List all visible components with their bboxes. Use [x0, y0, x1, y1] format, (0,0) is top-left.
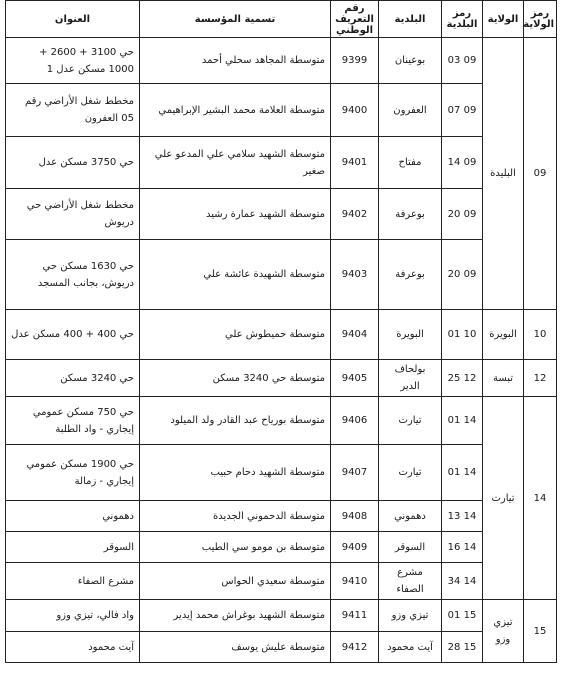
institution-name-cell: متوسطة حي 3240 مسكن — [140, 360, 331, 397]
address-cell: حي 1630 مسكن حي دريوش، بجانب المسجد — [6, 240, 140, 310]
wilaya-code-cell: 12 — [524, 360, 557, 397]
national-id-cell: 9410 — [331, 563, 379, 600]
baladiya-name-cell: بوعرفة — [379, 240, 442, 310]
header-address: العنوان — [6, 1, 140, 38]
baladiya-name-cell: السوقر — [379, 532, 442, 563]
national-id-cell: 9407 — [331, 445, 379, 501]
wilaya-code-cell: 15 — [524, 600, 557, 663]
institution-name-cell: متوسطة حميطوش علي — [140, 310, 331, 360]
address-cell: السوقر — [6, 532, 140, 563]
table-row — [6, 501, 557, 532]
wilaya-code-cell: 10 — [524, 310, 557, 360]
address-cell: حي 1900 مسكن عمومي إيجاري - زمالة — [6, 445, 140, 501]
header-wilaya-code: رمز الولاية — [524, 1, 557, 38]
institution-name-cell: متوسطة بورياح عبد القادر ولد الميلود — [140, 397, 331, 445]
header-baladiya: البلدية — [379, 1, 442, 38]
table-row — [6, 137, 557, 189]
national-id-cell: 9399 — [331, 38, 379, 84]
national-id-cell: 9403 — [331, 240, 379, 310]
table-header-row — [6, 1, 557, 38]
baladiya-code-cell: 09 20 — [442, 240, 483, 310]
baladiya-code-cell: 09 07 — [442, 84, 483, 137]
table-row — [6, 310, 557, 360]
baladiya-name-cell: تيارت — [379, 397, 442, 445]
baladiya-code-cell: 15 28 — [442, 632, 483, 663]
header-institution: تسمية المؤسسة — [140, 1, 331, 38]
baladiya-name-cell: البويرة — [379, 310, 442, 360]
baladiya-code-cell: 14 16 — [442, 532, 483, 563]
wilaya-name-cell: تبسة — [483, 360, 524, 397]
institution-name-cell: متوسطة الدحموني الجديدة — [140, 501, 331, 532]
address-cell: واد فالي، تيزي وزو — [6, 600, 140, 632]
institution-name-cell: متوسطة سعيدي الحواس — [140, 563, 331, 600]
table-row — [6, 240, 557, 310]
table-row — [6, 632, 557, 663]
national-id-cell: 9401 — [331, 137, 379, 189]
baladiya-code-cell: 14 13 — [442, 501, 483, 532]
wilaya-code-cell: 09 — [524, 38, 557, 310]
table-row — [6, 397, 557, 445]
address-cell: مخطط شغل الأراضي حي دريوش — [6, 189, 140, 240]
baladiya-name-cell: مشرع الصفاء — [379, 563, 442, 600]
institutions-table — [5, 0, 557, 663]
baladiya-name-cell: العفرون — [379, 84, 442, 137]
address-cell: حي 3240 مسكن — [6, 360, 140, 397]
baladiya-code-cell: 15 01 — [442, 600, 483, 632]
baladiya-code-cell: 09 14 — [442, 137, 483, 189]
wilaya-name-cell: البويرة — [483, 310, 524, 360]
baladiya-code-cell: 12 25 — [442, 360, 483, 397]
national-id-cell: 9404 — [331, 310, 379, 360]
table-row — [6, 189, 557, 240]
table-row — [6, 445, 557, 501]
national-id-cell: 9412 — [331, 632, 379, 663]
address-cell: آيت محمود — [6, 632, 140, 663]
national-id-cell: 9405 — [331, 360, 379, 397]
national-id-cell: 9400 — [331, 84, 379, 137]
baladiya-name-cell: بولحاف الدير — [379, 360, 442, 397]
table-row — [6, 38, 557, 84]
institution-name-cell: متوسطة المجاهد سحلي أحمد — [140, 38, 331, 84]
baladiya-name-cell: دهموني — [379, 501, 442, 532]
address-cell: حي 750 مسكن عمومي إيجاري - واد الطلبة — [6, 397, 140, 445]
table-row — [6, 84, 557, 137]
baladiya-code-cell: 14 34 — [442, 563, 483, 600]
institution-name-cell: متوسطة الشهيدة عائشة علي — [140, 240, 331, 310]
institution-name-cell: متوسطة بن مومو سي الطيب — [140, 532, 331, 563]
institution-name-cell: متوسطة العلامة محمد البشير الإبراهيمي — [140, 84, 331, 137]
baladiya-code-cell: 14 01 — [442, 397, 483, 445]
address-cell: مخطط شغل الأراضي رقم 05 العفرون — [6, 84, 140, 137]
institution-name-cell: متوسطة الشهيد عمارة رشيد — [140, 189, 331, 240]
address-cell: حي 3100 + 2600 + 1000 مسكن عدل 1 — [6, 38, 140, 84]
baladiya-code-cell: 09 20 — [442, 189, 483, 240]
baladiya-code-cell: 14 01 — [442, 445, 483, 501]
institution-name-cell: متوسطة عليش يوسف — [140, 632, 331, 663]
baladiya-code-cell: 10 01 — [442, 310, 483, 360]
address-cell: دهموني — [6, 501, 140, 532]
national-id-cell: 9406 — [331, 397, 379, 445]
address-cell: مشرع الصفاء — [6, 563, 140, 600]
header-wilaya: الولاية — [483, 1, 524, 38]
national-id-cell: 9402 — [331, 189, 379, 240]
baladiya-name-cell: تيزي وزو — [379, 600, 442, 632]
institution-name-cell: متوسطة الشهيد بوغراش محمد إيدير — [140, 600, 331, 632]
address-cell: حي 3750 مسكن عدل — [6, 137, 140, 189]
table-row — [6, 563, 557, 600]
address-cell: حي 400 + 400 مسكن عدل — [6, 310, 140, 360]
baladiya-name-cell: بوعرفة — [379, 189, 442, 240]
institution-name-cell: متوسطة الشهيد دحام حبيب — [140, 445, 331, 501]
header-baladiya-code: رمز البلدية — [442, 1, 483, 38]
wilaya-name-cell: تيزي وزو — [483, 600, 524, 663]
wilaya-code-cell: 14 — [524, 397, 557, 600]
baladiya-code-cell: 09 03 — [442, 38, 483, 84]
baladiya-name-cell: بوعينان — [379, 38, 442, 84]
institution-name-cell: متوسطة الشهيد سلامي علي المدعو علي صغير — [140, 137, 331, 189]
wilaya-name-cell: البليدة — [483, 38, 524, 310]
institutions-table-sheet — [5, 0, 554, 663]
national-id-cell: 9409 — [331, 532, 379, 563]
table-row — [6, 532, 557, 563]
table-body — [6, 38, 557, 663]
baladiya-name-cell: تيارت — [379, 445, 442, 501]
table-row — [6, 600, 557, 632]
national-id-cell: 9411 — [331, 600, 379, 632]
table-row — [6, 360, 557, 397]
wilaya-name-cell: تيارت — [483, 397, 524, 600]
header-national-id: رقم التعريف الوطني — [331, 1, 379, 38]
baladiya-name-cell: آيت محمود — [379, 632, 442, 663]
baladiya-name-cell: مفتاح — [379, 137, 442, 189]
national-id-cell: 9408 — [331, 501, 379, 532]
